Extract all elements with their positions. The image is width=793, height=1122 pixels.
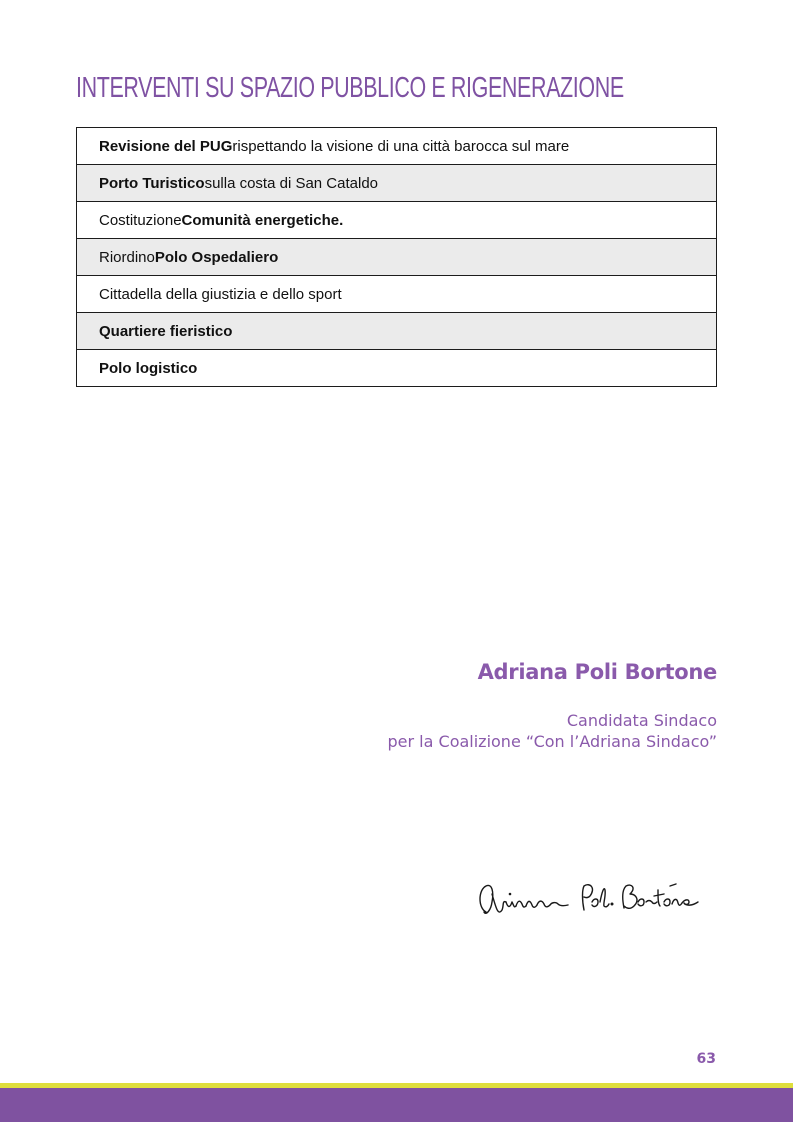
row-text: Riordino <box>99 248 155 266</box>
row-bold-text: Quartiere fieristico <box>99 322 233 340</box>
row-text: sulla costa di San Cataldo <box>204 174 378 192</box>
row-bold-text: Polo Ospedaliero <box>154 248 279 266</box>
row-bold-text: Comunità energetiche. <box>181 211 344 229</box>
table-row <box>77 313 716 350</box>
row-text: Costituzione <box>99 211 182 229</box>
row-text: rispettando la visione di una città barocca sul mare <box>232 137 570 155</box>
signatory-role-line: Candidata Sindaco <box>566 711 717 730</box>
table-row <box>77 276 716 313</box>
row-text: Cittadella della giustizia e dello sport <box>99 285 342 303</box>
table-row <box>77 202 716 239</box>
row-bold-text: Polo logistico <box>99 359 198 377</box>
row-bold-text: Revisione del PUG <box>99 137 233 155</box>
signatory-name: Adriana Poli Bortone <box>477 660 717 684</box>
page-number: 63 <box>696 1051 716 1067</box>
table-row <box>77 128 716 165</box>
table-row <box>77 239 716 276</box>
table-row <box>77 350 716 386</box>
section-title: INTERVENTI SU SPAZIO PUBBLICO E RIGENERAZIONE <box>76 72 624 104</box>
footer-band-purple <box>0 1088 793 1122</box>
table-row <box>77 165 716 202</box>
handwritten-signature <box>472 872 712 932</box>
interventions-table <box>76 127 717 387</box>
signatory-role-line: per la Coalizione “Con l’Adriana Sindaco” <box>387 732 717 751</box>
row-bold-text: Porto Turistico <box>99 174 205 192</box>
signatory-role <box>388 710 717 752</box>
